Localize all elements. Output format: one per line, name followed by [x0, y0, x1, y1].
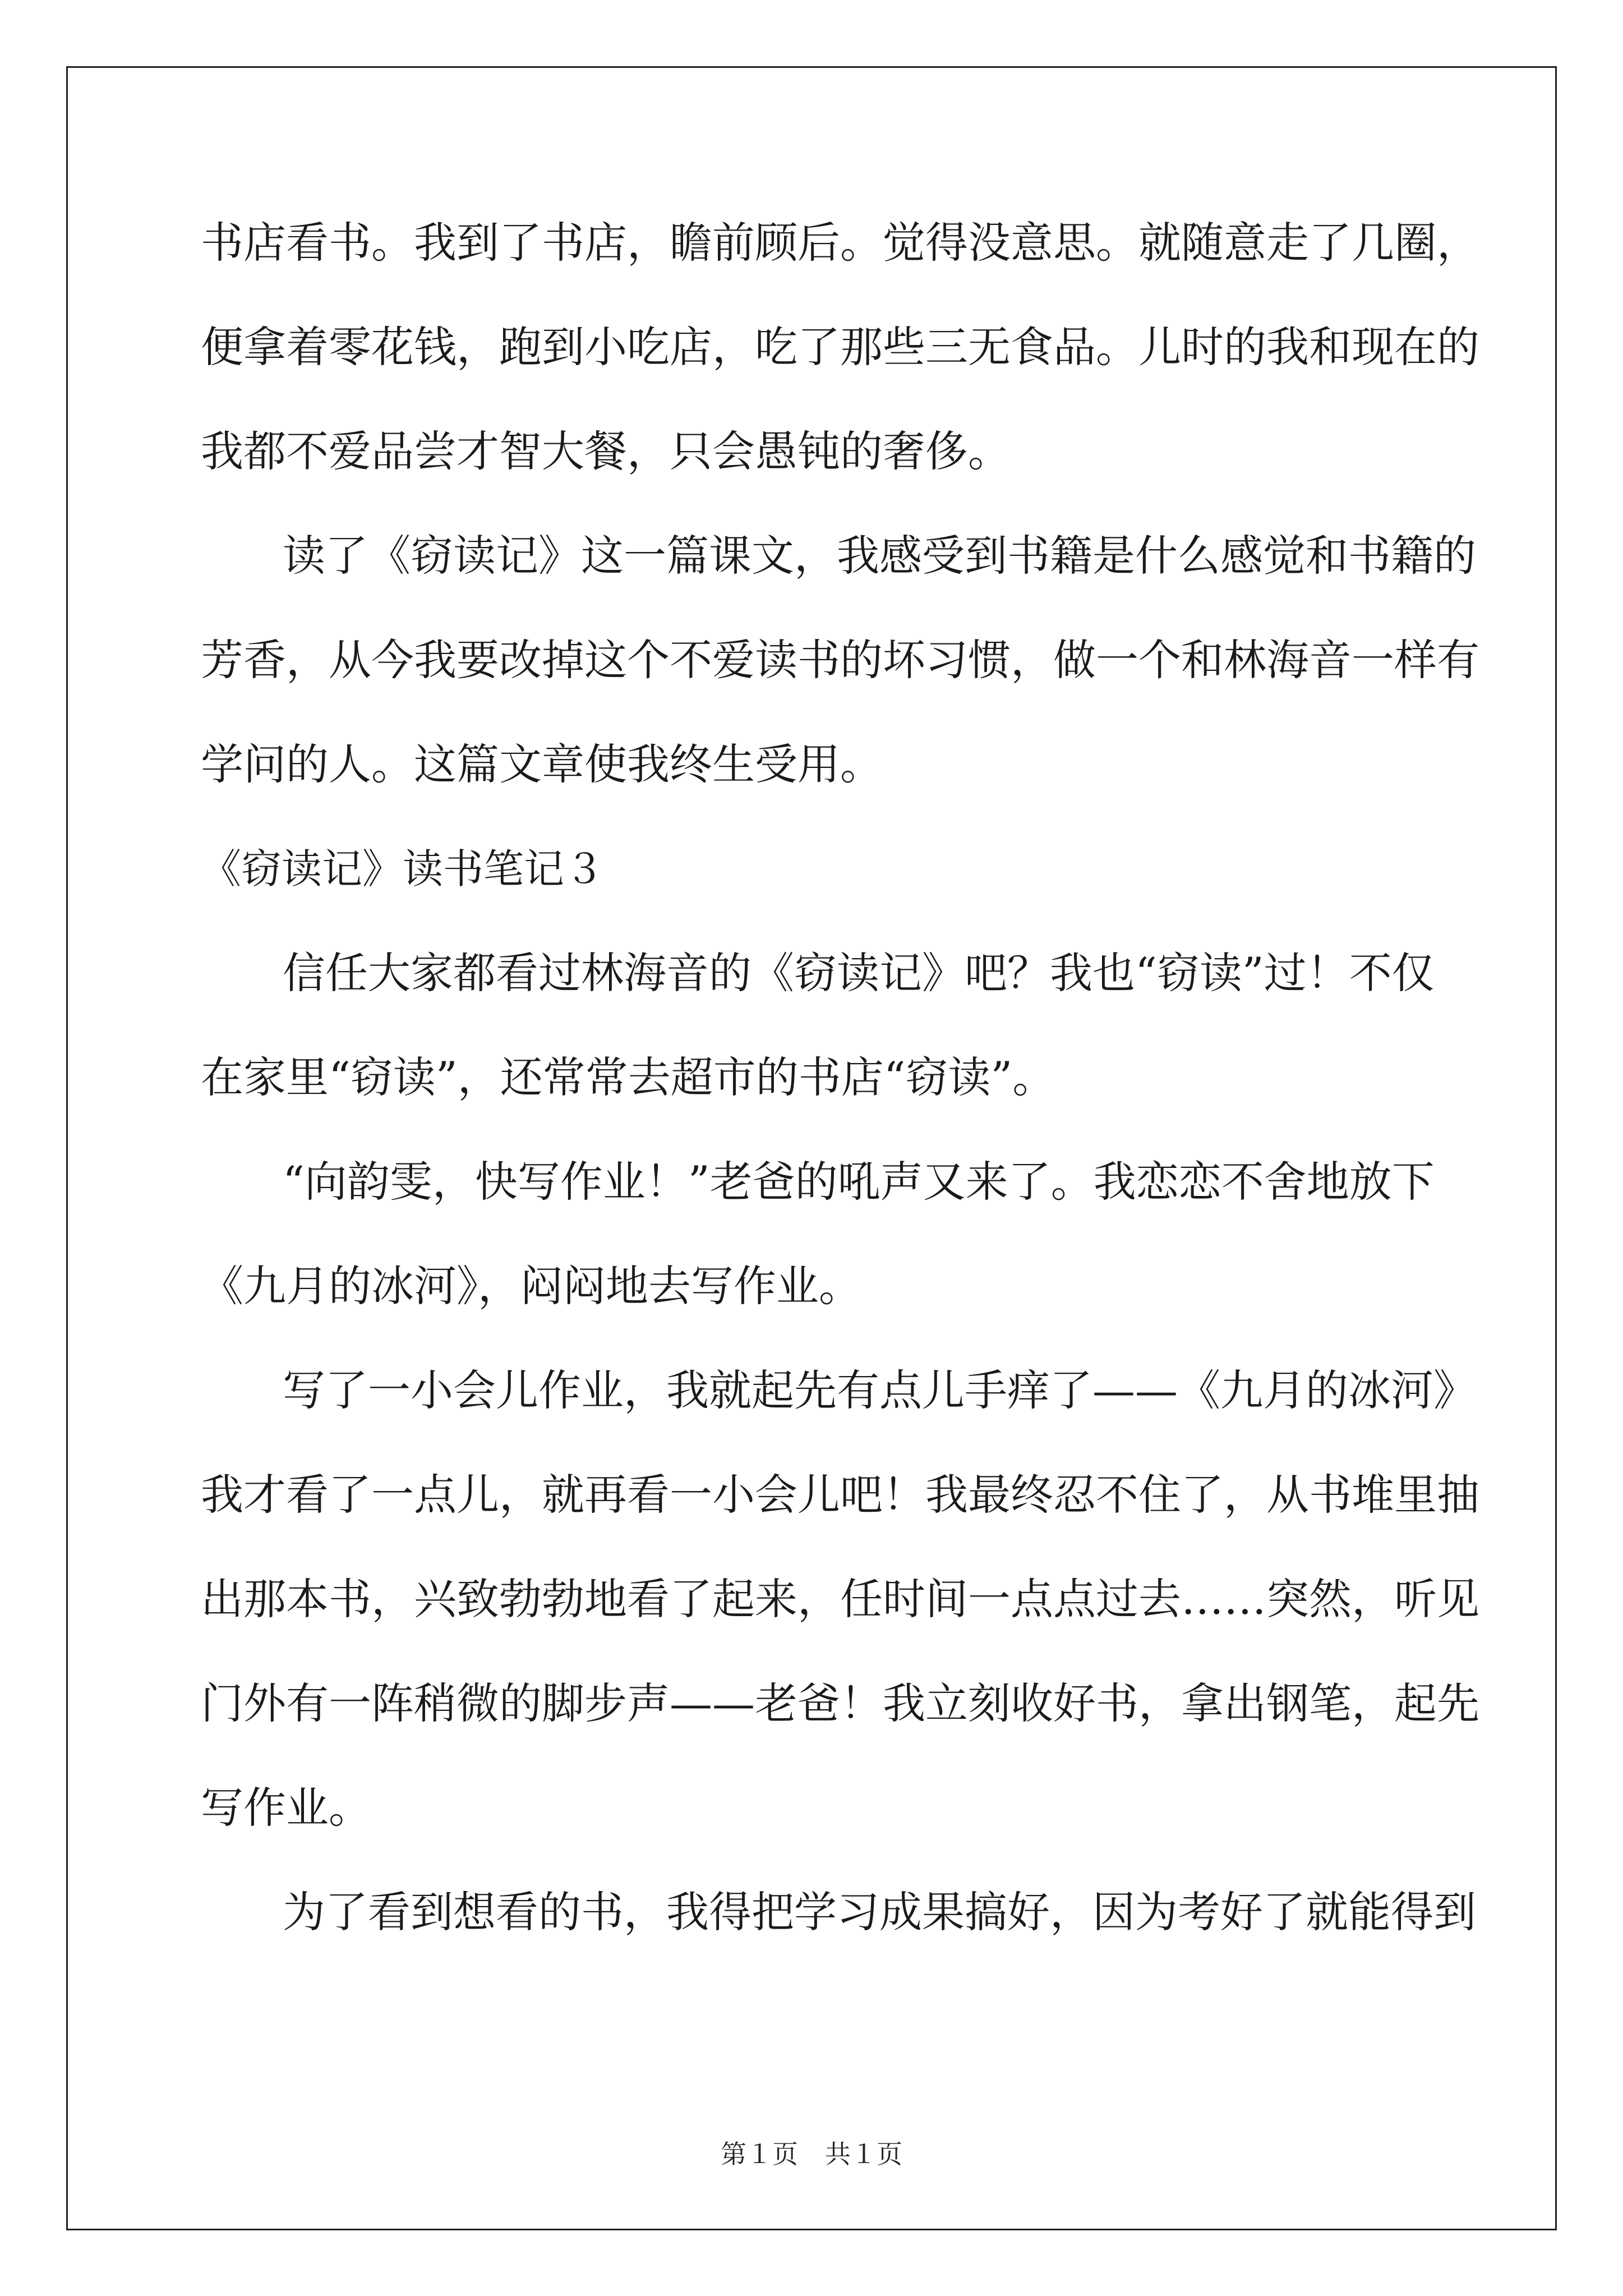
text-line: 我都不爱品尝才智大餐，只会愚钝的奢侈。 [201, 426, 1011, 476]
paragraph-start-line: 写了一小会儿作业，我就起先有点儿手痒了——《九月的冰河》 [283, 1365, 1476, 1415]
text-line: 我才看了一点儿，就再看一小会儿吧！我最终忍不住了，从书堆里抽 [201, 1470, 1479, 1520]
document-body [201, 209, 1479, 1983]
text-line: 便拿着零花钱，跑到小吃店，吃了那些三无食品。儿时的我和现在的 [201, 322, 1479, 372]
text-line: 门外有一阵稍微的脚步声——老爸！我立刻收好书，拿出钢笔，起先 [201, 1678, 1479, 1728]
paragraph-start-line: 信任大家都看过林海音的《窃读记》吧？我也“窃读”过！不仅 [283, 948, 1435, 998]
page-footer [0, 2137, 1623, 2171]
page-number-current: 第１页 [721, 2139, 798, 2169]
section-heading: 《窃读记》读书笔记３ [201, 845, 605, 892]
paragraph-start-line: 读了《窃读记》这一篇课文，我感受到书籍是什么感觉和书籍的 [283, 531, 1476, 581]
paragraph-start-line: “向韵雯，快写作业！”老爸的吼声又来了。我恋恋不舍地放下 [283, 1157, 1435, 1207]
paragraph-start-line: 为了看到想看的书，我得把学习成果搞好，因为考好了就能得到 [283, 1887, 1476, 1937]
text-line: 写作业。 [201, 1783, 371, 1833]
text-line: 在家里“窃读”，还常常去超市的书店“窃读”。 [201, 1052, 1055, 1102]
text-line: 《九月的冰河》，闷闷地去写作业。 [201, 1261, 861, 1311]
text-line: 书店看书。我到了书店，瞻前顾后。觉得没意思。就随意走了几圈， [201, 218, 1479, 268]
page-number-total: 共１页 [825, 2139, 902, 2169]
text-line: 出那本书，兴致勃勃地看了起来，任时间一点点过去……突然，听见 [201, 1574, 1479, 1624]
text-line: 芳香，从今我要改掉这个不爱读书的坏习惯，做一个和林海音一样有 [201, 635, 1479, 685]
text-line: 学问的人。这篇文章使我终生受用。 [201, 739, 883, 789]
